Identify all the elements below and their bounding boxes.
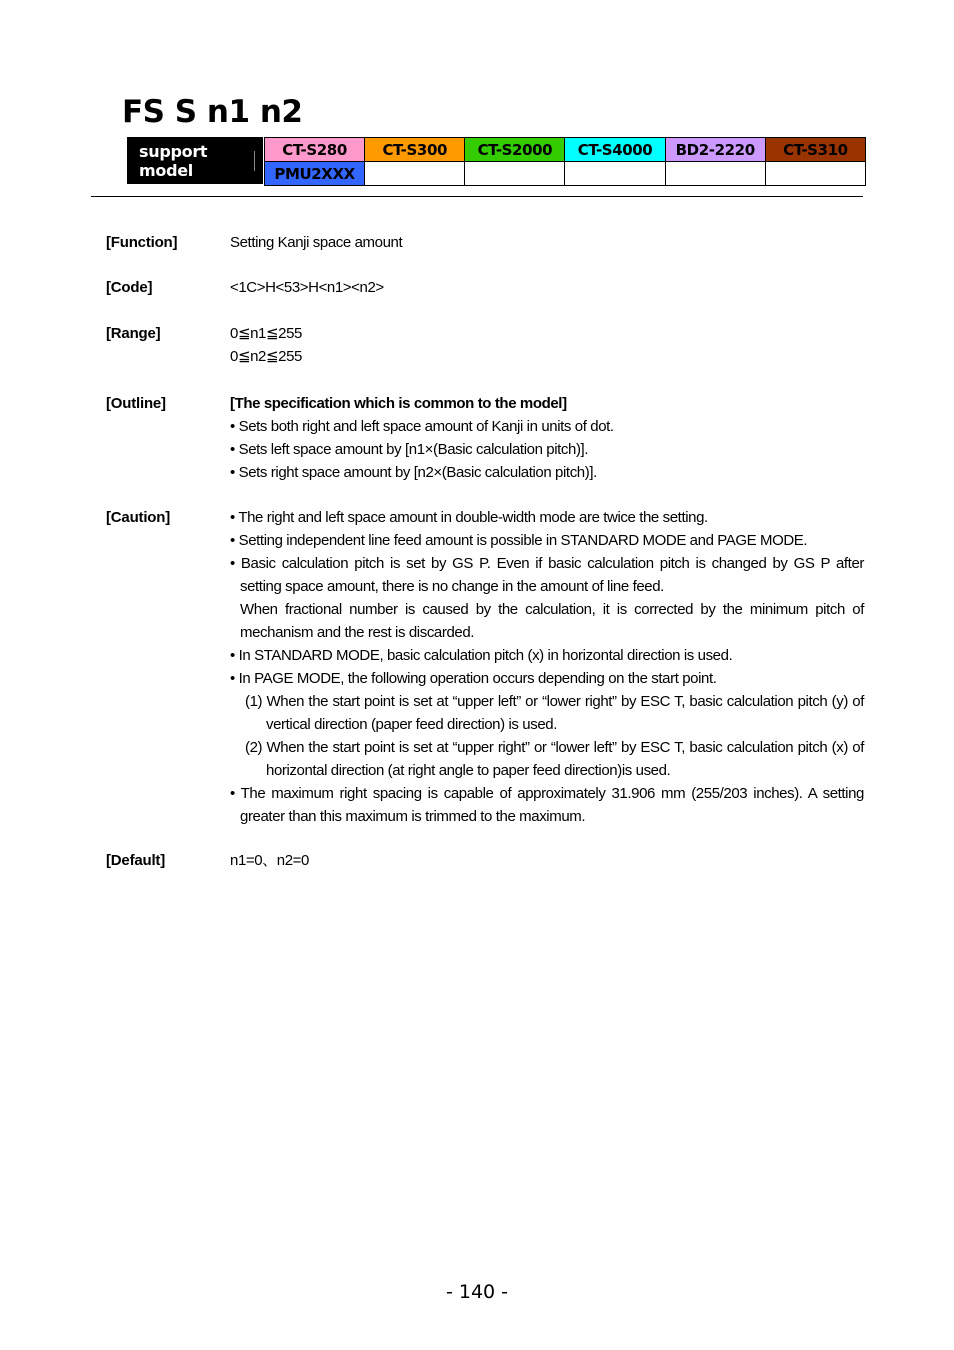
range-n1: 0≦n1≦255 <box>230 325 302 342</box>
default-label: [Default] <box>106 852 166 869</box>
caution-sub-item: (1) When the start point is set at “upper left” or “lower right” by ESC T, basic calculation pitch (y) of vertical direction (paper feed direction) is used. <box>245 693 864 733</box>
page-number: - 140 - <box>445 1281 509 1303</box>
outline-label: [Outline] <box>106 395 166 412</box>
caution-bullet: • In PAGE MODE, the following operation occurs depending on the start point. <box>230 670 717 687</box>
caution-bullet: • The maximum right spacing is capable of approximately 31.906 mm (255/203 inches). A setting greater than this maximum is trimmed to the maximum. <box>230 785 864 825</box>
model-cell: BD2-2220 <box>665 138 765 162</box>
header-divider <box>91 196 863 197</box>
model-row-1 <box>265 138 866 162</box>
caution-bullet: • The right and left space amount in double-width mode are twice the setting. <box>230 509 708 526</box>
outline-bullet: • Sets both right and left space amount of Kanji in units of dot. <box>230 418 614 435</box>
model-cell <box>365 162 465 186</box>
function-label: [Function] <box>106 234 178 251</box>
model-cell: CT-S2000 <box>465 138 565 162</box>
outline-content <box>230 392 864 484</box>
outline-heading: [The specification which is common to the model] <box>230 395 567 412</box>
range-text <box>230 322 864 368</box>
model-row-2 <box>265 162 866 186</box>
code-label: [Code] <box>106 279 153 296</box>
caution-bullet: • Setting independent line feed amount is possible in STANDARD MODE and PAGE MODE. <box>230 532 808 549</box>
model-cell <box>565 162 665 186</box>
default-text: n1=0、n2=0 <box>230 852 309 869</box>
caution-bullet: • In STANDARD MODE, basic calculation pitch (x) in horizontal direction is used. <box>230 647 733 664</box>
code-text: <1C>H<53>H<n1><n2> <box>230 279 384 296</box>
model-cell: CT-S280 <box>265 138 365 162</box>
caution-sub-item: (2) When the start point is set at “upper right” or “lower left” by ESC T, basic calculation pitch (x) of horizontal direction (at right angle to paper feed direction)is used. <box>245 739 864 779</box>
model-cell <box>765 162 865 186</box>
model-cell: PMU2XXX <box>265 162 365 186</box>
range-n2: 0≦n2≦255 <box>230 348 302 365</box>
caution-label: [Caution] <box>106 509 171 526</box>
model-cell: CT-S310 <box>765 138 865 162</box>
support-model-table <box>264 137 866 186</box>
range-label: [Range] <box>106 325 161 342</box>
model-cell <box>665 162 765 186</box>
caution-bullet: • Basic calculation pitch is set by GS P. Even if basic calculation pitch is changed by GS P after setting space amount, there is no change in the amount of line feed. <box>230 555 864 595</box>
outline-bullet: • Sets right space amount by [n2×(Basic calculation pitch)]. <box>230 464 597 481</box>
model-cell: CT-S300 <box>365 138 465 162</box>
caution-content <box>230 506 864 828</box>
page-title: FS S n1 n2 <box>122 94 303 130</box>
function-text: Setting Kanji space amount <box>230 234 403 251</box>
outline-bullet: • Sets left space amount by [n1×(Basic calculation pitch)]. <box>230 441 589 458</box>
model-cell <box>465 162 565 186</box>
support-model-label: support model <box>127 137 263 184</box>
model-cell: CT-S4000 <box>565 138 665 162</box>
caution-bullet-continuation: When fractional number is caused by the calculation, it is corrected by the minimum pitch of mechanism and the rest is discarded. <box>240 601 864 641</box>
